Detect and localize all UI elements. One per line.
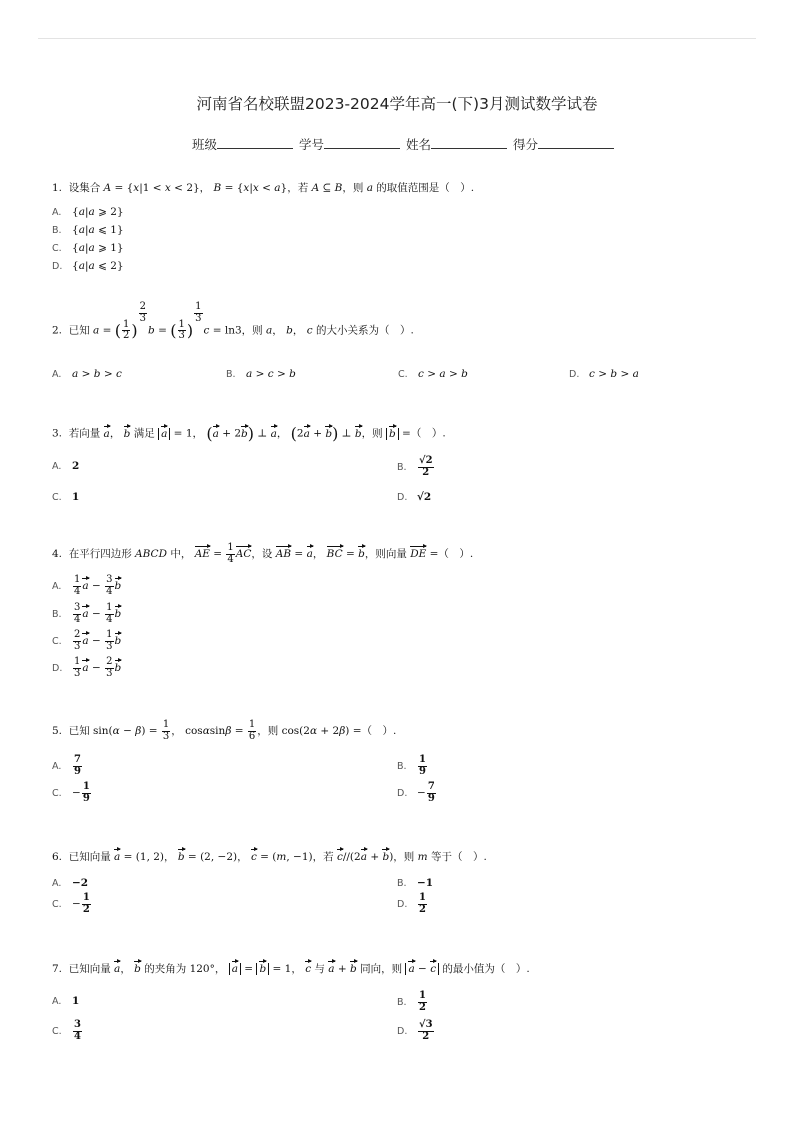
student-info-fields [192, 135, 616, 153]
question-7-option-a[interactable]: A. 1 [52, 995, 80, 1007]
question-3-option-a[interactable]: A. 2 [52, 460, 80, 472]
question-6-option-d[interactable]: D. $\frac{1}{2}$ [397, 892, 426, 915]
page-title: 河南省名校联盟2023-2024学年高一(下)3月测试数学试卷 [196, 95, 598, 113]
question-7-option-c[interactable]: C. $\frac{3}{4}$ [52, 1019, 81, 1042]
question-1-option-d[interactable]: D. {a|a ⩽ 2} [52, 260, 124, 272]
question-3-option-b[interactable]: B. $\frac{√2}{2}$ [397, 455, 433, 478]
class-field-blank[interactable] [217, 137, 293, 149]
question-6-option-a[interactable]: A. −2 [52, 877, 89, 889]
question-5-option-d[interactable]: D. − $\frac{7}{9}$ [397, 781, 435, 804]
question-2-option-a[interactable]: A. a > b > c [52, 368, 122, 380]
question-3-stem: 3. 若向量 a， b 满足 a = 1， (a + 2b) ⊥ a， (2a + b) ⊥ b，则 b =（ ）. [52, 424, 446, 443]
student-id-field-blank[interactable] [324, 137, 400, 149]
question-5-stem: 5. 已知 sin(α − β) = $\frac{1}{3}$ ， cosαsinβ = $\frac{1}{6}$ ，则 cos(2α + 2β) =（ ）. [52, 719, 397, 742]
question-1-option-a[interactable]: A. {a|a ⩾ 2} [52, 206, 124, 218]
question-5-option-c[interactable]: C. − $\frac{1}{9}$ [52, 781, 90, 804]
name-field-label: 姓名 [406, 137, 432, 152]
question-4-option-c[interactable]: C. $\frac{2}{3}$ a − $\frac{1}{3}$ b [52, 629, 122, 652]
score-field-blank[interactable] [538, 137, 614, 149]
page-top-rule [38, 38, 756, 39]
student-id-field-label: 学号 [299, 137, 325, 152]
question-2-option-b[interactable]: B. a > c > b [226, 368, 296, 380]
question-5-option-a[interactable]: A. $\frac{7}{9}$ [52, 754, 81, 777]
question-7-option-d[interactable]: D. $\frac{√3}{2}$ [397, 1019, 433, 1042]
question-6-stem: 6. 已知向量 a = (1, 2)， b = (2, −2)， c = (m, −1)，若 c//(2a + b)，则 m 等于（ ）. [52, 848, 487, 864]
question-1-option-c[interactable]: C. {a|a ⩾ 1} [52, 242, 124, 254]
question-3-option-d[interactable]: D. √2 [397, 491, 432, 503]
question-2-option-c[interactable]: C. c > a > b [398, 368, 468, 380]
question-2-stem: 2. 已知 a = ( $\frac{1}{2}$ ) $^{\frac{2}{3}}$ b = ( $\frac{1}{3}$ ) $^{\frac{1}{3}}$ c = ln3，则 a， b， c 的大小关系为（ ）. [52, 301, 414, 341]
question-1-option-b[interactable]: B. {a|a ⩽ 1} [52, 224, 124, 236]
question-4-option-b[interactable]: B. $\frac{3}{4}$ a − $\frac{1}{4}$ b [52, 602, 122, 625]
class-field-label: 班级 [192, 137, 218, 152]
question-1-stem: 1. 设集合 A = {x|1 < x < 2}， B = {x|x < a}，若 A ⊆ B，则 a 的取值范围是（ ）. [52, 182, 475, 194]
question-4-stem: 4. 在平行四边形 ABCD 中， AE = $\frac{1}{4}$ AC，设 AB = a， BC = b，则向量 DE =（ ）. [52, 542, 474, 565]
name-field-blank[interactable] [431, 137, 507, 149]
question-4-option-a[interactable]: A. $\frac{1}{4}$ a − $\frac{3}{4}$ b [52, 574, 122, 597]
score-field-label: 得分 [513, 137, 539, 152]
question-5-option-b[interactable]: B. $\frac{1}{9}$ [397, 754, 426, 777]
question-4-option-d[interactable]: D. $\frac{1}{3}$ a − $\frac{2}{3}$ b [52, 656, 122, 679]
question-6-option-b[interactable]: B. −1 [397, 877, 434, 889]
question-7-stem: 7. 已知向量 a， b 的夹角为 120°， a = b = 1， c 与 a + b 同向，则 a − c 的最小值为（ ）. [52, 960, 530, 976]
question-2-option-d[interactable]: D. c > b > a [569, 368, 639, 380]
question-6-option-c[interactable]: C. − $\frac{1}{2}$ [52, 892, 90, 915]
question-7-option-b[interactable]: B. $\frac{1}{2}$ [397, 990, 426, 1013]
question-3-option-c[interactable]: C. 1 [52, 491, 80, 503]
